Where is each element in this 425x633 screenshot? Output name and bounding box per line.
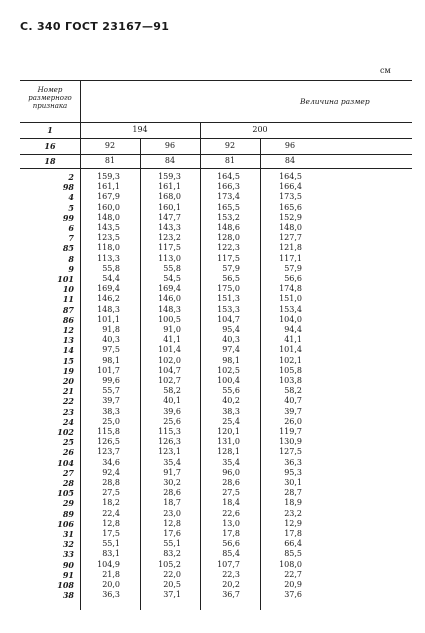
- table-cell: 22,3: [222, 569, 240, 579]
- table-cell: 20,0: [102, 580, 120, 589]
- table-cell: 40,1: [163, 396, 181, 406]
- table-cell: 102,7: [158, 376, 181, 385]
- table-cell: 27,5: [222, 488, 240, 498]
- table-cell: 118,0: [97, 243, 120, 253]
- table-cell: 28,6: [222, 478, 240, 487]
- row-number: 90: [62, 559, 74, 570]
- table-cell: 35,4: [222, 457, 240, 467]
- row-number: 33: [62, 549, 74, 560]
- table-cell: 22,0: [163, 569, 181, 579]
- row-number: 27: [62, 467, 74, 478]
- table-cell: 148,6: [217, 223, 240, 232]
- row18-val: 84: [164, 156, 176, 165]
- table-cell: 130,9: [279, 437, 302, 447]
- table-cell: 166,3: [217, 182, 240, 192]
- table-cell: 153,2: [217, 212, 240, 222]
- table-cell: 91,8: [102, 325, 120, 334]
- table-cell: 23,0: [163, 508, 181, 518]
- row-number: 23: [62, 406, 74, 417]
- header-rule-3: [20, 154, 412, 155]
- row-number: 2: [68, 172, 74, 182]
- table-cell: 153,3: [217, 304, 240, 314]
- table-cell: 22,4: [102, 508, 120, 518]
- table-cell: 166,4: [279, 182, 302, 192]
- row-number: 108: [57, 580, 74, 590]
- table-cell: 159,3: [97, 172, 120, 181]
- row-number: 20: [62, 376, 74, 386]
- table-cell: 26,0: [284, 416, 302, 426]
- header-rule-4: [20, 168, 412, 169]
- table-cell: 55,1: [102, 539, 120, 549]
- table-cell: 128,1: [217, 447, 240, 457]
- table-cell: 54,4: [102, 274, 120, 283]
- row-number: 6: [68, 223, 74, 233]
- group-label-200: 200: [252, 125, 268, 134]
- table-cell: 164,5: [217, 172, 240, 181]
- table-cell: 126,3: [158, 437, 181, 447]
- row-number: 86: [62, 314, 74, 325]
- row-number: 91: [62, 569, 74, 580]
- table-cell: 151,3: [217, 294, 240, 304]
- table-cell: 23,2: [284, 508, 302, 518]
- table-cell: 113,3: [97, 253, 120, 263]
- table-cell: 20,9: [284, 580, 302, 589]
- header-rule-1: [20, 122, 412, 123]
- table-cell: 55,1: [163, 539, 181, 549]
- row16-val: 92: [104, 141, 116, 150]
- table-cell: 113,0: [158, 253, 181, 263]
- row-number: 10: [62, 284, 74, 295]
- table-cell: 168,0: [158, 192, 181, 202]
- row-number: 4: [68, 192, 74, 203]
- group-label-194: 194: [132, 125, 148, 134]
- page-header: С. 340 ГОСТ 23167—91: [20, 20, 170, 33]
- table-cell: 54,5: [163, 274, 181, 283]
- row-number: 104: [57, 457, 74, 468]
- row-number: 8: [68, 253, 74, 264]
- row-number: 85: [62, 243, 74, 254]
- stub-header: Номер размерного признака: [28, 86, 72, 110]
- table-cell: 22,6: [222, 508, 240, 518]
- table-cell: 40,3: [102, 335, 120, 345]
- table-cell: 97,4: [222, 345, 240, 355]
- row-number: 22: [62, 396, 74, 407]
- table-cell: 36,3: [284, 457, 302, 467]
- table-cell: 28,6: [163, 488, 181, 498]
- table-cell: 165,6: [279, 202, 302, 212]
- row-number: 13: [62, 335, 74, 346]
- table-cell: 121,8: [279, 243, 302, 253]
- table-cell: 18,4: [222, 498, 240, 508]
- table-cell: 55,7: [102, 386, 120, 396]
- table-cell: 146,0: [158, 294, 181, 304]
- table-cell: 97,5: [102, 345, 120, 355]
- table-cell: 102,0: [158, 355, 181, 365]
- table-cell: 117,5: [217, 253, 240, 263]
- row18-val: 81: [104, 156, 116, 165]
- table-cell: 98,1: [222, 355, 240, 365]
- table-cell: 127,7: [279, 233, 302, 243]
- table-cell: 104,7: [158, 365, 181, 375]
- row-number: 15: [62, 355, 74, 366]
- table-cell: 18,7: [163, 498, 181, 508]
- table-cell: 55,8: [163, 263, 181, 273]
- table-cell: 17,8: [222, 529, 240, 538]
- table-cell: 148,0: [279, 223, 302, 232]
- table-cell: 35,4: [163, 457, 181, 467]
- table-cell: 17,8: [284, 529, 302, 538]
- table-cell: 92,4: [102, 467, 120, 477]
- row-number: 31: [62, 529, 74, 539]
- table-cell: 120,1: [217, 427, 240, 436]
- table-cell: 30,2: [163, 478, 181, 487]
- table-cell: 148,0: [97, 212, 120, 222]
- table-cell: 107,7: [217, 559, 240, 569]
- row-number: 21: [62, 386, 74, 397]
- table-cell: 91,0: [163, 325, 181, 334]
- table-cell: 20,2: [222, 580, 240, 589]
- table-cell: 101,4: [279, 345, 302, 355]
- header-rule-2: [20, 138, 412, 139]
- row-number: 26: [62, 447, 74, 458]
- table-cell: 161,1: [97, 182, 120, 192]
- row18-label: 18: [44, 156, 56, 166]
- row-number: 9: [68, 263, 74, 274]
- table-cell: 169,4: [158, 284, 181, 294]
- table-cell: 117,5: [158, 243, 181, 253]
- table-cell: 41,1: [163, 335, 181, 345]
- table-cell: 123,1: [158, 447, 181, 457]
- table-cell: 34,6: [102, 457, 120, 467]
- table-cell: 36,7: [222, 590, 240, 600]
- row-number: 11: [62, 294, 74, 305]
- table-cell: 100,5: [158, 314, 181, 324]
- table-cell: 39,7: [102, 396, 120, 406]
- table-cell: 66,4: [284, 539, 302, 549]
- row-number: 32: [62, 539, 74, 550]
- table-cell: 13,0: [222, 518, 240, 528]
- row18-val: 84: [284, 156, 296, 165]
- row-number: 19: [62, 365, 74, 376]
- row16-val: 96: [164, 141, 176, 150]
- table-cell: 169,4: [97, 284, 120, 294]
- table-cell: 159,3: [158, 172, 181, 181]
- row-number: 87: [62, 304, 74, 315]
- table-cell: 40,3: [222, 335, 240, 345]
- table-cell: 160,0: [97, 202, 120, 212]
- table-cell: 58,2: [163, 386, 181, 396]
- table-cell: 148,3: [158, 304, 181, 314]
- table-cell: 17,6: [163, 529, 181, 538]
- table-cell: 37,6: [284, 590, 302, 600]
- row-number: 29: [62, 498, 74, 509]
- table-cell: 94,4: [284, 325, 302, 334]
- table-cell: 18,2: [102, 498, 120, 508]
- table-cell: 85,5: [284, 549, 302, 559]
- table-cell: 57,9: [222, 263, 240, 273]
- row-number: 99: [62, 212, 74, 223]
- table-cell: 25,6: [163, 416, 181, 426]
- table-cell: 102,1: [279, 355, 302, 365]
- table-cell: 40,7: [284, 396, 302, 406]
- table-cell: 12,8: [102, 518, 120, 528]
- table-cell: 95,3: [284, 467, 302, 477]
- table-cell: 123,2: [158, 233, 181, 243]
- table-cell: 28,7: [284, 488, 302, 498]
- table-cell: 127,5: [279, 447, 302, 457]
- row-number: 38: [62, 590, 74, 601]
- table-cell: 122,3: [217, 243, 240, 253]
- table-cell: 151,0: [279, 294, 302, 304]
- table-cell: 115,8: [97, 427, 120, 436]
- table-cell: 101,4: [158, 345, 181, 355]
- table-cell: 39,7: [284, 406, 302, 416]
- table-cell: 98,1: [102, 355, 120, 365]
- table-cell: 100,4: [217, 376, 240, 385]
- row-number: 7: [68, 233, 74, 244]
- table-cell: 37,1: [163, 590, 181, 600]
- row-number: 24: [62, 416, 74, 427]
- table-cell: 108,0: [279, 559, 302, 569]
- row-number: 89: [62, 508, 74, 519]
- unit-label: см: [380, 66, 391, 75]
- table-cell: 104,9: [97, 559, 120, 569]
- table-cell: 41,1: [284, 335, 302, 345]
- table-cell: 160,1: [158, 202, 181, 212]
- table-cell: 57,9: [284, 263, 302, 273]
- table-cell: 173,4: [217, 192, 240, 202]
- table-cell: 101,7: [97, 365, 120, 375]
- table-cell: 115,3: [158, 427, 181, 436]
- table-cell: 21,8: [102, 569, 120, 579]
- table-cell: 56,5: [222, 274, 240, 283]
- row-number: 14: [62, 345, 74, 356]
- table-cell: 95,4: [222, 325, 240, 334]
- table-cell: 128,0: [217, 233, 240, 243]
- table-cell: 25,0: [102, 416, 120, 426]
- table-cell: 165,5: [217, 202, 240, 212]
- row-number: 105: [57, 488, 74, 499]
- table-cell: 39,6: [163, 406, 181, 416]
- table-cell: 36,3: [102, 590, 120, 600]
- table-cell: 103,8: [279, 376, 302, 385]
- table-cell: 143,5: [97, 223, 120, 232]
- table-cell: 153,4: [279, 304, 302, 314]
- table-cell: 30,1: [284, 478, 302, 487]
- table-cell: 105,8: [279, 365, 302, 375]
- table-cell: 20,5: [163, 580, 181, 589]
- row-number: 5: [68, 202, 74, 213]
- table-cell: 12,8: [163, 518, 181, 528]
- row16-label: 16: [44, 141, 56, 151]
- table-cell: 40,2: [222, 396, 240, 406]
- table-cell: 58,2: [284, 386, 302, 396]
- table-cell: 123,7: [97, 447, 120, 457]
- table-cell: 164,5: [279, 172, 302, 181]
- table-cell: 104,0: [279, 314, 302, 324]
- table-cell: 22,7: [284, 569, 302, 579]
- row-number: 102: [57, 427, 74, 437]
- table-cell: 143,3: [158, 223, 181, 232]
- table-cell: 28,8: [102, 478, 120, 487]
- values-header: Величина размер: [300, 97, 370, 106]
- table-cell: 17,5: [102, 529, 120, 538]
- table-cell: 174,8: [279, 284, 302, 294]
- row-number: 25: [62, 437, 74, 448]
- table-cell: 91,7: [163, 467, 181, 477]
- table-cell: 119,7: [279, 427, 302, 436]
- table-cell: 117,1: [279, 253, 302, 263]
- table-cell: 175,0: [217, 284, 240, 294]
- col-divider-3: [260, 138, 261, 610]
- table-cell: 148,3: [97, 304, 120, 314]
- table-cell: 102,5: [217, 365, 240, 375]
- table-cell: 55,6: [222, 386, 240, 396]
- table-cell: 126,5: [97, 437, 120, 447]
- table-cell: 27,5: [102, 488, 120, 498]
- code-row-label: 1: [47, 125, 53, 135]
- table-cell: 18,9: [284, 498, 302, 508]
- table-cell: 131,0: [217, 437, 240, 447]
- table-cell: 167,9: [97, 192, 120, 202]
- table-cell: 161,1: [158, 182, 181, 192]
- row-number: 98: [62, 182, 74, 193]
- table-cell: 105,2: [158, 559, 181, 569]
- table-cell: 55,8: [102, 263, 120, 273]
- table-cell: 152,9: [279, 212, 302, 222]
- table-cell: 56,6: [284, 274, 302, 283]
- table-cell: 123,5: [97, 233, 120, 243]
- table-cell: 85,4: [222, 549, 240, 559]
- table-cell: 96,0: [222, 467, 240, 477]
- table-cell: 38,3: [222, 406, 240, 416]
- row-number: 101: [57, 274, 74, 284]
- table-cell: 101,1: [97, 314, 120, 324]
- table-cell: 25,4: [222, 416, 240, 426]
- table-top-rule: [20, 80, 412, 81]
- table-cell: 56,6: [222, 539, 240, 549]
- table-cell: 12,9: [284, 518, 302, 528]
- row16-val: 96: [284, 141, 296, 150]
- table-cell: 104,7: [217, 314, 240, 324]
- table-cell: 83,1: [102, 549, 120, 559]
- table-cell: 99,6: [102, 376, 120, 385]
- table-cell: 83,2: [163, 549, 181, 559]
- table-cell: 147,7: [158, 212, 181, 222]
- row-number: 106: [57, 518, 74, 529]
- table-cell: 38,3: [102, 406, 120, 416]
- table-cell: 173,5: [279, 192, 302, 202]
- table-cell: 146,2: [97, 294, 120, 304]
- row-number: 12: [62, 325, 74, 335]
- row16-val: 92: [224, 141, 236, 150]
- row-number: 28: [62, 478, 74, 488]
- row18-val: 81: [224, 156, 236, 165]
